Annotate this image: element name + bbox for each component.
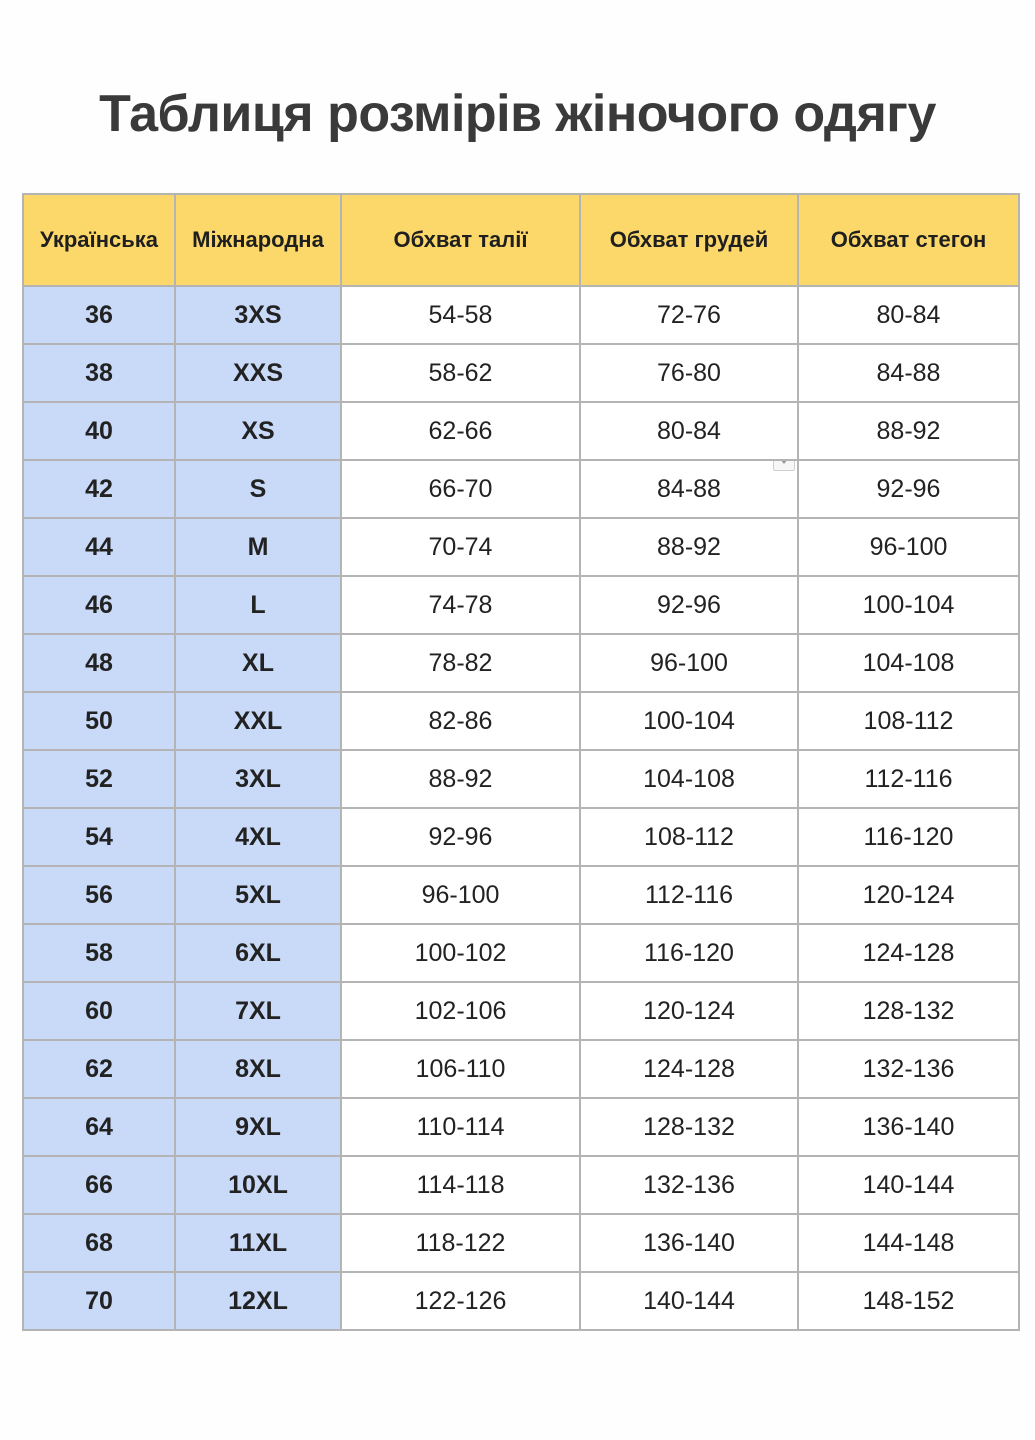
cell-international-size[interactable]: XXL <box>175 692 341 750</box>
cell-value: 84-88 <box>657 474 721 503</box>
cell-waist[interactable]: 118-122 <box>341 1214 580 1272</box>
cell-hips[interactable]: 84-88 <box>798 344 1019 402</box>
cell-ukrainian-size[interactable]: 44 <box>23 518 175 576</box>
cell-international-size[interactable]: 4XL <box>175 808 341 866</box>
table-row <box>23 634 1019 692</box>
table-row <box>23 692 1019 750</box>
cell-ukrainian-size[interactable]: 48 <box>23 634 175 692</box>
cell-ukrainian-size[interactable]: 50 <box>23 692 175 750</box>
header-international[interactable]: Міжнародна <box>175 194 341 286</box>
cell-international-size[interactable]: 7XL <box>175 982 341 1040</box>
cell-ukrainian-size[interactable]: 68 <box>23 1214 175 1272</box>
cell-hips[interactable]: 104-108 <box>798 634 1019 692</box>
cell-hips[interactable]: 136-140 <box>798 1098 1019 1156</box>
cell-hips[interactable]: 132-136 <box>798 1040 1019 1098</box>
header-waist[interactable]: Обхват талії <box>341 194 580 286</box>
page-title: Таблиця розмірів жіночого одягу <box>99 85 936 143</box>
table-row <box>23 576 1019 634</box>
cell-waist[interactable]: 74-78 <box>341 576 580 634</box>
table-row <box>23 866 1019 924</box>
cell-chest[interactable]: 88-92 <box>580 518 798 576</box>
size-table <box>22 193 1020 1331</box>
cell-chest[interactable]: 132-136 <box>580 1156 798 1214</box>
cell-chest[interactable]: 136-140 <box>580 1214 798 1272</box>
cell-international-size[interactable]: XS <box>175 402 341 460</box>
cell-chest[interactable]: 76-80 <box>580 344 798 402</box>
cell-international-size[interactable]: 3XL <box>175 750 341 808</box>
cell-hips[interactable]: 92-96 <box>798 460 1019 518</box>
cell-chest[interactable]: 120-124 <box>580 982 798 1040</box>
cell-waist[interactable]: 78-82 <box>341 634 580 692</box>
cell-hips[interactable]: 112-116 <box>798 750 1019 808</box>
cell-waist[interactable]: 92-96 <box>341 808 580 866</box>
cell-chest[interactable]: 128-132 <box>580 1098 798 1156</box>
cell-waist[interactable]: 102-106 <box>341 982 580 1040</box>
cell-hips[interactable]: 108-112 <box>798 692 1019 750</box>
cell-ukrainian-size[interactable]: 46 <box>23 576 175 634</box>
table-row <box>23 460 1019 518</box>
table-row <box>23 1098 1019 1156</box>
cell-waist[interactable]: 88-92 <box>341 750 580 808</box>
cell-hips[interactable]: 116-120 <box>798 808 1019 866</box>
cell-chest[interactable]: 96-100 <box>580 634 798 692</box>
cell-ukrainian-size[interactable]: 64 <box>23 1098 175 1156</box>
cell-chest[interactable]: 116-120 <box>580 924 798 982</box>
cell-international-size[interactable]: XXS <box>175 344 341 402</box>
cell-waist[interactable]: 58-62 <box>341 344 580 402</box>
cell-hips[interactable]: 120-124 <box>798 866 1019 924</box>
cell-international-size[interactable]: L <box>175 576 341 634</box>
cell-international-size[interactable]: M <box>175 518 341 576</box>
cell-waist[interactable]: 110-114 <box>341 1098 580 1156</box>
cell-hips[interactable]: 96-100 <box>798 518 1019 576</box>
cell-international-size[interactable]: 11XL <box>175 1214 341 1272</box>
cell-chest[interactable]: 112-116 <box>580 866 798 924</box>
table-row <box>23 402 1019 460</box>
cell-hips[interactable]: 144-148 <box>798 1214 1019 1272</box>
cell-hips[interactable]: 80-84 <box>798 286 1019 344</box>
cell-international-size[interactable]: 6XL <box>175 924 341 982</box>
cell-international-size[interactable]: XL <box>175 634 341 692</box>
cell-chest[interactable]: 140-144 <box>580 1272 798 1330</box>
table-row <box>23 518 1019 576</box>
cell-hips[interactable]: 88-92 <box>798 402 1019 460</box>
cell-international-size[interactable]: 5XL <box>175 866 341 924</box>
cell-international-size[interactable]: 10XL <box>175 1156 341 1214</box>
table-row <box>23 1156 1019 1214</box>
cell-ukrainian-size[interactable]: 62 <box>23 1040 175 1098</box>
cell-ukrainian-size[interactable]: 40 <box>23 402 175 460</box>
cell-waist[interactable]: 114-118 <box>341 1156 580 1214</box>
cell-ukrainian-size[interactable]: 54 <box>23 808 175 866</box>
header-hips[interactable]: Обхват стегон <box>798 194 1019 286</box>
cell-ukrainian-size[interactable]: 56 <box>23 866 175 924</box>
cell-international-size[interactable]: 8XL <box>175 1040 341 1098</box>
table-row <box>23 1214 1019 1272</box>
cell-hips[interactable]: 124-128 <box>798 924 1019 982</box>
cell-waist[interactable]: 122-126 <box>341 1272 580 1330</box>
header-ukrainian[interactable]: Українська <box>23 194 175 286</box>
cell-international-size[interactable]: 12XL <box>175 1272 341 1330</box>
cell-chest[interactable] <box>580 460 798 518</box>
cell-waist[interactable]: 66-70 <box>341 460 580 518</box>
cell-chest[interactable]: 80-84 <box>580 402 798 460</box>
cell-waist[interactable]: 54-58 <box>341 286 580 344</box>
cell-chest[interactable]: 104-108 <box>580 750 798 808</box>
cell-hips[interactable]: 128-132 <box>798 982 1019 1040</box>
cell-chest[interactable]: 100-104 <box>580 692 798 750</box>
cell-ukrainian-size[interactable]: 70 <box>23 1272 175 1330</box>
table-row <box>23 982 1019 1040</box>
table-row <box>23 924 1019 982</box>
header-row <box>23 194 1019 286</box>
cell-chest[interactable]: 124-128 <box>580 1040 798 1098</box>
cell-waist[interactable]: 82-86 <box>341 692 580 750</box>
cell-waist[interactable]: 96-100 <box>341 866 580 924</box>
table-row <box>23 750 1019 808</box>
table-row <box>23 1040 1019 1098</box>
cell-chest[interactable]: 108-112 <box>580 808 798 866</box>
table-row <box>23 1272 1019 1330</box>
cell-ukrainian-size[interactable]: 66 <box>23 1156 175 1214</box>
cell-hips[interactable]: 148-152 <box>798 1272 1019 1330</box>
table-row <box>23 286 1019 344</box>
cell-ukrainian-size[interactable]: 36 <box>23 286 175 344</box>
cell-waist[interactable]: 106-110 <box>341 1040 580 1098</box>
cell-waist[interactable]: 70-74 <box>341 518 580 576</box>
cell-ukrainian-size[interactable]: 42 <box>23 460 175 518</box>
cell-international-size[interactable]: 9XL <box>175 1098 341 1156</box>
table-row <box>23 344 1019 402</box>
cell-ukrainian-size[interactable]: 38 <box>23 344 175 402</box>
cell-waist[interactable]: 62-66 <box>341 402 580 460</box>
cell-ukrainian-size[interactable]: 60 <box>23 982 175 1040</box>
header-chest[interactable]: Обхват грудей <box>580 194 798 286</box>
cell-content <box>581 475 797 504</box>
cell-waist[interactable]: 100-102 <box>341 924 580 982</box>
cell-chest[interactable]: 92-96 <box>580 576 798 634</box>
cell-hips[interactable]: 140-144 <box>798 1156 1019 1214</box>
cell-international-size[interactable]: 3XS <box>175 286 341 344</box>
cell-international-size[interactable]: S <box>175 460 341 518</box>
cell-ukrainian-size[interactable]: 52 <box>23 750 175 808</box>
cell-hips[interactable]: 100-104 <box>798 576 1019 634</box>
dropdown-arrow-icon[interactable] <box>773 460 795 471</box>
table-row <box>23 808 1019 866</box>
cell-chest[interactable]: 72-76 <box>580 286 798 344</box>
cell-ukrainian-size[interactable]: 58 <box>23 924 175 982</box>
